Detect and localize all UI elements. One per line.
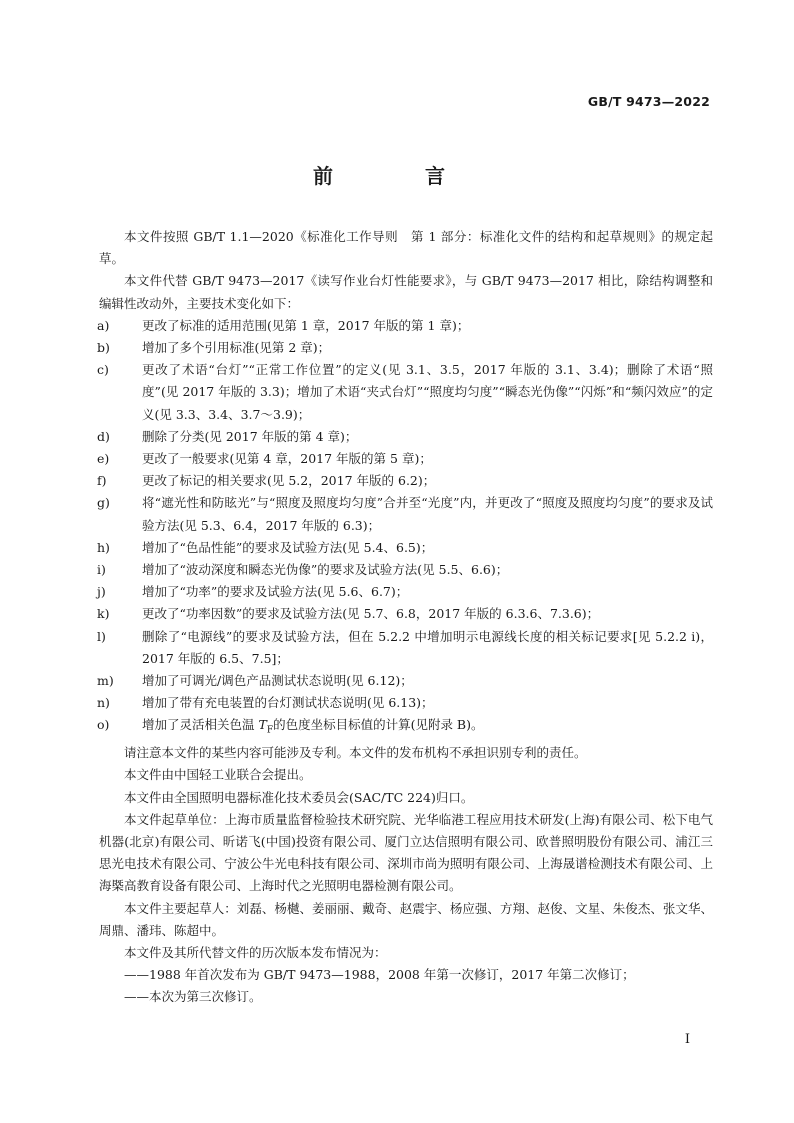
list-item	[99, 359, 713, 426]
list-item	[99, 492, 713, 536]
list-label: e)	[97, 451, 110, 467]
paragraph-proposed-by: 本文件由中国轻工业联合会提出。	[124, 767, 312, 783]
list-text: 删除了“电源线”的要求及试验方法，但在 5.2.2 中增加明示电源线长度的相关标记要求[见 5.2.2 i)，2017 年版的 6.5、7.5]；	[142, 628, 713, 666]
list-item	[99, 537, 713, 559]
list-text: 更改了术语“台灯”“正常工作位置”的定义(见 3.1、3.5，2017 年版的 3.1、3.4)；删除了术语“照度”(见 2017 年版的 3.3)；增加了术语“夹式台灯”“照度均匀度”“瞬态光伪像”“闪烁”和“频闪效应”的定义(见 3.3、3.4、3.7～3.9)；	[142, 362, 713, 422]
list-text: 将“遮光性和防眩光”与“照度及照度均匀度”合并至“光度”内，并更改了“照度及照度均匀度”的要求及试验方法(见 5.3、6.4，2017 年版的 6.3)；	[142, 495, 713, 533]
list-item	[99, 559, 713, 581]
list-label: c)	[97, 362, 109, 378]
list-text: 更改了标准的适用范围(见第 1 章，2017 年版的第 1 章)；	[142, 317, 470, 333]
list-label: n)	[97, 695, 110, 711]
list-item	[99, 337, 713, 359]
list-item	[99, 581, 713, 603]
list-text: 删除了分类(见 2017 年版的第 4 章)；	[142, 428, 358, 444]
list-item	[99, 448, 713, 470]
list-label: b)	[97, 340, 110, 356]
list-text: 增加了带有充电装置的台灯测试状态说明(见 6.13)；	[142, 695, 434, 711]
list-label: j)	[97, 584, 106, 600]
paragraph-centralized-by: 本文件由全国照明电器标准化技术委员会(SAC/TC 224)归口。	[124, 789, 474, 805]
standard-code: GB/T 9473—2022	[587, 94, 710, 109]
paragraph-drafting-units: 本文件起草单位：上海市质量监督检验技术研究院、光华临港工程应用技术研发(上海)有限公司、松下电气机器(北京)有限公司、昕诺飞(中国)投资有限公司、厦门立达信照明有限公司、欧普照明股份有限公司、浦江三思光电技术有限公司、宁波公牛光电科技有限公司、深圳市尚为照明有限公司、上海晟谱检测技术有限公司、上海槩高教育设备有限公司、上海时代之光照明电器检测有限公司。	[99, 811, 713, 894]
list-text	[142, 717, 484, 736]
page-number: I	[684, 1032, 690, 1047]
list-item	[99, 315, 713, 337]
foreword-body	[99, 226, 713, 1009]
list-text: 更改了标记的相关要求(见 5.2，2017 年版的 6.2)；	[142, 473, 436, 489]
list-label: g)	[97, 495, 110, 511]
list-text: 更改了“功率因数”的要求及试验方法(见 5.7、6.8，2017 年版的 6.3.6、7.3.6)；	[142, 606, 600, 622]
paragraph-drafting-rules: 本文件按照 GB/T 1.1—2020《标准化工作导则 第 1 部分：标准化文件的结构和起草规则》的规定起草。	[99, 229, 713, 267]
list-text: 增加了“功率”的要求及试验方法(见 5.6、6.7)；	[142, 584, 409, 600]
list-item	[99, 670, 713, 692]
list-label: f)	[97, 473, 107, 489]
list-label: k)	[97, 606, 110, 622]
list-text: 增加了“色品性能”的要求及试验方法(见 5.4、6.5)；	[142, 539, 434, 555]
list-text: 增加了多个引用标准(见第 2 章)；	[142, 340, 331, 356]
paragraph-replaces: 本文件代替 GB/T 9473—2017《读写作业台灯性能要求》，与 GB/T 9473—2017 相比，除结构调整和编辑性改动外，主要技术变化如下：	[99, 273, 713, 311]
paragraph-drafters: 本文件主要起草人：刘磊、杨樾、姜丽丽、戴奇、赵震宇、杨应强、方翔、赵俊、文星、朱俊杰、张文华、周鼎、潘玮、陈超中。	[99, 900, 713, 938]
history-item: ——1988 年首次发布为 GB/T 9473—1988，2008 年第一次修订，2017 年第二次修订；	[124, 967, 635, 983]
list-item	[99, 714, 713, 742]
list-text: 更改了一般要求(见第 4 章，2017 年版的第 5 章)；	[142, 451, 432, 467]
list-label: a)	[97, 317, 110, 333]
list-label: o)	[97, 717, 110, 733]
list-item	[99, 426, 713, 448]
list-text-pre: 增加了灵活相关色温	[142, 717, 259, 733]
list-item	[99, 603, 713, 625]
list-item	[99, 626, 713, 670]
list-label: l)	[97, 628, 106, 644]
list-label: d)	[97, 428, 110, 444]
list-item	[99, 692, 713, 714]
list-text-post: 的色度坐标目标值的计算(见附录 B)。	[273, 717, 484, 733]
page-title: 前 言	[313, 164, 481, 188]
paragraph-history-intro: 本文件及其所代替文件的历次版本发布情况为：	[124, 945, 387, 960]
variable-subscript: F	[266, 725, 274, 736]
changes-list	[99, 315, 713, 742]
paragraph-patent-notice: 请注意本文件的某些内容可能涉及专利。本文件的发布机构不承担识别专利的责任。	[124, 745, 587, 761]
list-label: m)	[97, 673, 114, 689]
list-text: 增加了可调光/调色产品测试状态说明(见 6.12)；	[142, 673, 413, 689]
history-item: ——本次为第三次修订。	[124, 989, 262, 1005]
variable-t: T	[258, 717, 267, 733]
list-text: 增加了“波动深度和瞬态光伪像”的要求及试验方法(见 5.5、6.6)；	[142, 562, 509, 578]
list-item	[99, 470, 713, 492]
list-label: h)	[97, 539, 110, 555]
list-label: i)	[97, 562, 106, 578]
